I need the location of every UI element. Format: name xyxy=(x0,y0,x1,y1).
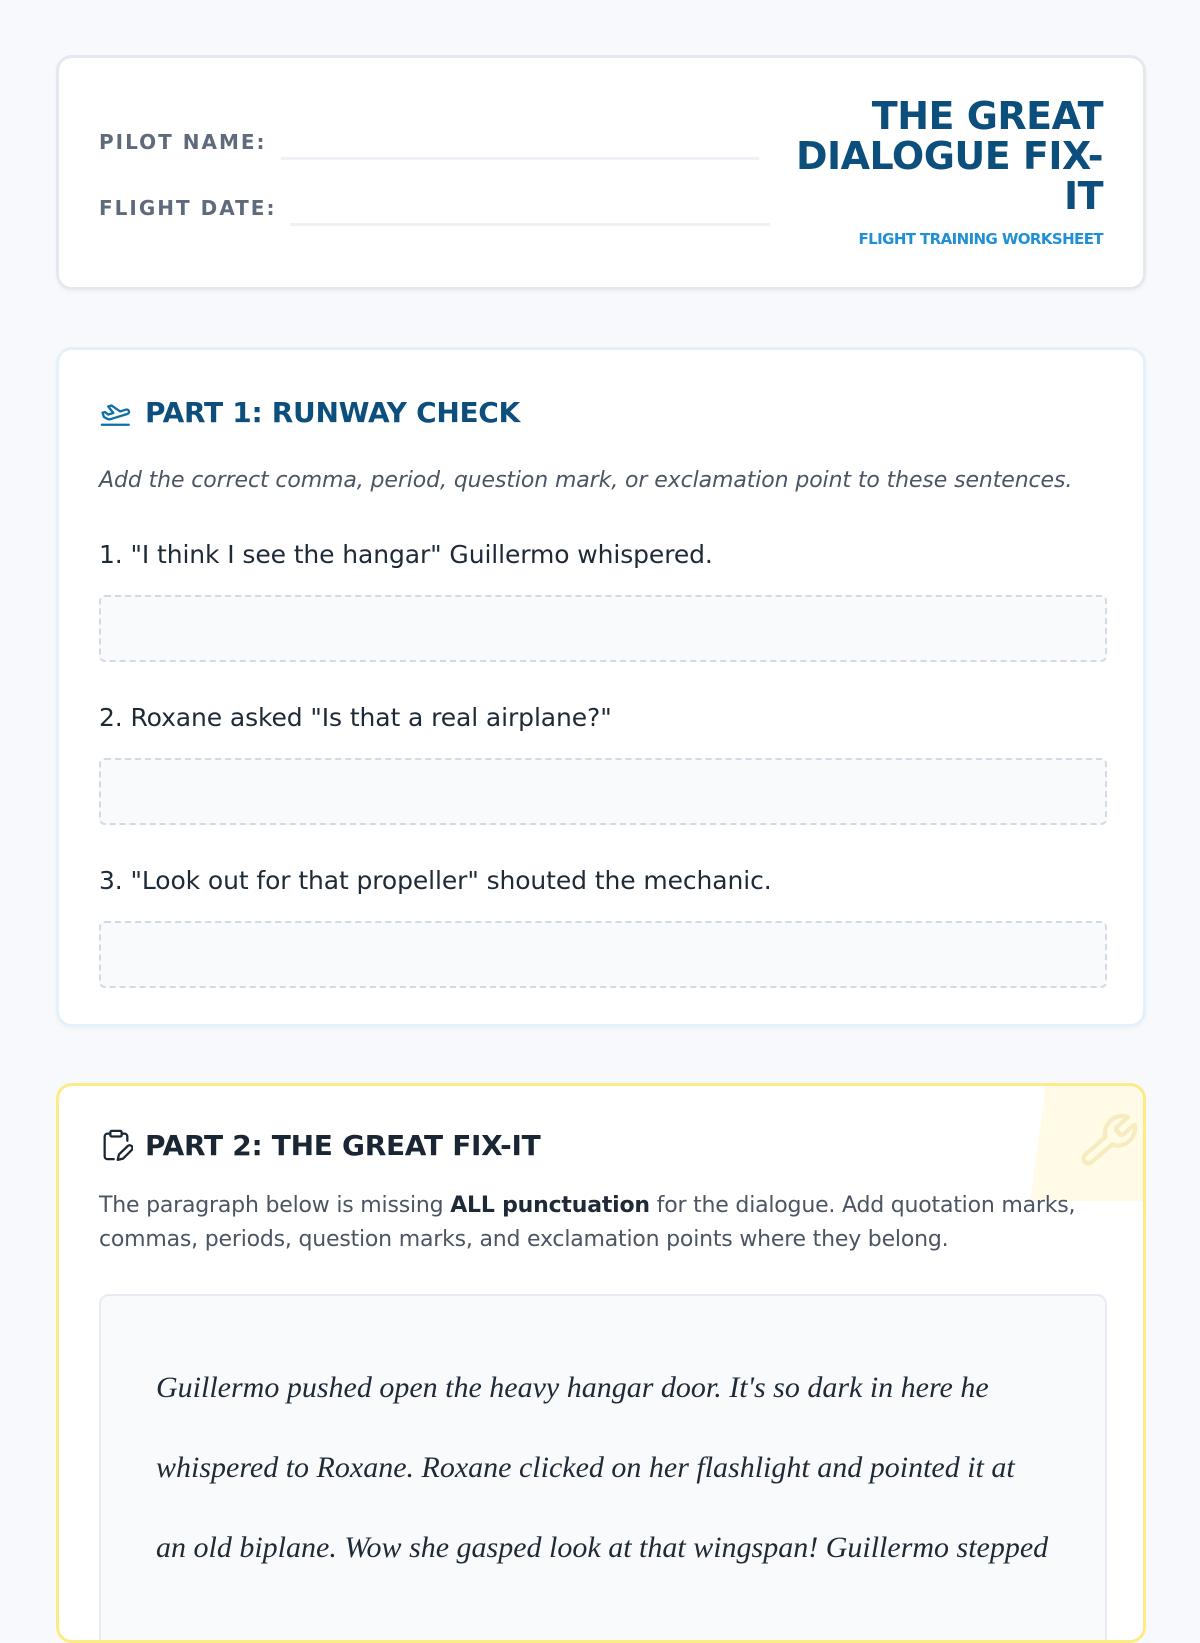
pilot-name-row xyxy=(99,130,759,154)
question-1: 1. "I think I see the hangar" Guillermo whispered. xyxy=(99,540,713,569)
answer-box-1[interactable] xyxy=(99,595,1107,662)
airplane-takeoff-icon xyxy=(99,395,133,429)
title-line-2: DIALOGUE FIX- xyxy=(795,134,1103,178)
part2-instructions-end: for the dialogue. Add quotation marks, commas, periods, question marks, and exclamation points where they belong. xyxy=(99,1193,1076,1252)
flight-date-row xyxy=(99,196,770,220)
part1-heading xyxy=(99,395,520,429)
title-line-3: IT xyxy=(1063,174,1103,218)
pilot-name-label: PILOT NAME: xyxy=(99,130,267,154)
page-title xyxy=(796,96,1103,216)
title-line-1: THE GREAT xyxy=(871,94,1103,138)
part1-card xyxy=(56,347,1146,1027)
part1-title: PART 1: RUNWAY CHECK xyxy=(145,395,520,429)
page-subtitle: FLIGHT TRAINING WORKSHEET xyxy=(858,230,1103,248)
part2-instructions xyxy=(99,1189,1109,1257)
title-block xyxy=(796,96,1103,248)
question-2: 2. Roxane asked "Is that a real airplane?" xyxy=(99,703,612,732)
decorative-wrench-corner xyxy=(1030,1086,1146,1201)
flight-date-label: FLIGHT DATE: xyxy=(99,196,277,220)
part2-instructions-bold: ALL punctuation xyxy=(450,1193,650,1218)
fix-it-paragraph: Guillermo pushed open the heavy hangar door. It's so dark in here he whispered to Roxane. Roxane clicked on her flashlight and pointed it at an old biplane. Wow she gasped look at that wingspan! Guillermo stepped xyxy=(156,1371,1049,1564)
part2-instructions-start: The paragraph below is missing xyxy=(99,1193,451,1218)
question-3: 3. "Look out for that propeller" shouted the mechanic. xyxy=(99,866,772,895)
wrench-icon xyxy=(1073,1106,1143,1176)
clipboard-edit-icon xyxy=(99,1128,133,1162)
header-card xyxy=(56,55,1146,290)
flight-date-field[interactable] xyxy=(290,223,770,226)
part2-card xyxy=(56,1083,1146,1643)
fix-it-paragraph-box[interactable] xyxy=(99,1294,1107,1643)
part2-heading xyxy=(99,1128,540,1162)
pilot-name-field[interactable] xyxy=(281,157,759,160)
answer-box-2[interactable] xyxy=(99,758,1107,825)
part1-instructions: Add the correct comma, period, question mark, or exclamation point to these sentences. xyxy=(99,468,1073,493)
answer-box-3[interactable] xyxy=(99,921,1107,988)
part2-title: PART 2: THE GREAT FIX-IT xyxy=(145,1128,541,1162)
